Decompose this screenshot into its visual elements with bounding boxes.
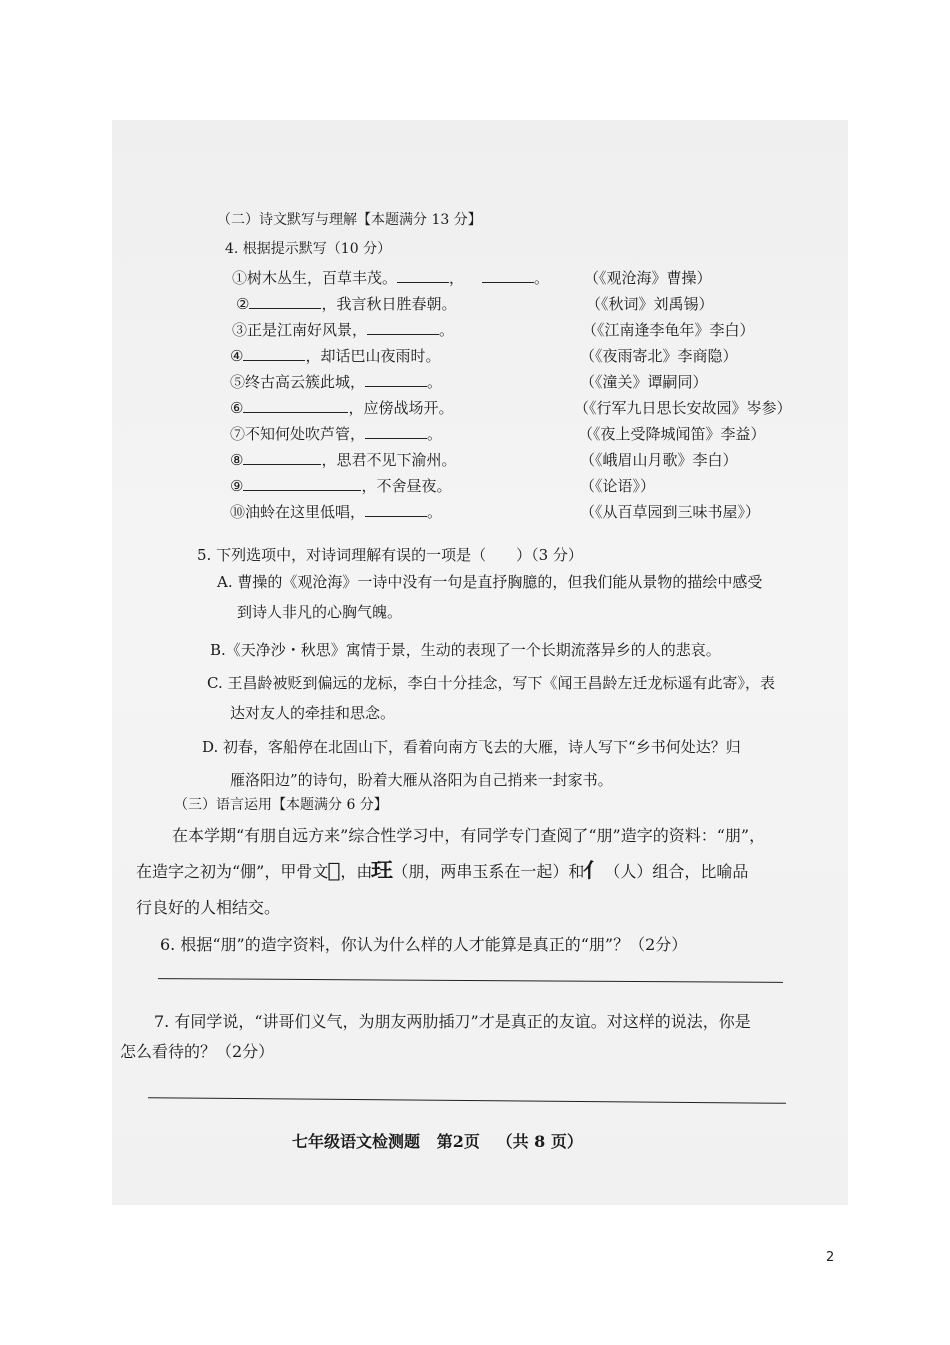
q4-item-separator: ， xyxy=(449,269,465,287)
page-footer xyxy=(292,1132,583,1152)
q4-item-number: ⑨ xyxy=(230,477,244,495)
q5-option-b: B.《天净沙・秋思》寓情于景，生动的表现了一个长期流落异乡的人的悲哀。 xyxy=(210,641,721,659)
q4-item-given-text: 正是江南好风景， xyxy=(247,321,368,339)
q4-item-given-text: 。 xyxy=(439,321,455,339)
q7-answer-line[interactable] xyxy=(148,1097,786,1104)
footer-total: （共 8 页） xyxy=(496,1132,583,1151)
q4-item xyxy=(232,320,454,340)
q4-item-number: ⑤ xyxy=(230,373,246,391)
section3-title: （三）语言运用【本题满分 6 分】 xyxy=(174,797,388,813)
q4-item xyxy=(230,424,442,444)
q4-item-number: ③ xyxy=(232,321,248,339)
q4-stem: 4. 根据提示默写（10 分） xyxy=(225,241,392,257)
q4-item-given-text: ，思君不见下渝州。 xyxy=(321,451,457,469)
q4-item-number: ⑦ xyxy=(230,425,246,443)
q4-item-given-text: 终古高云簇此城， xyxy=(245,373,366,391)
q5-stem: 5. 下列选项中，对诗词理解有误的一项是（ ）（3 分） xyxy=(197,546,583,564)
q4-fill-blank[interactable] xyxy=(482,268,534,283)
page-number: 2 xyxy=(826,1250,835,1265)
q4-item-number: ④ xyxy=(230,347,244,365)
q4-item-source: （《夜上受降城闻笛》李益） xyxy=(578,425,766,443)
q4-fill-blank[interactable] xyxy=(243,346,305,361)
q5-option-a-cont: 到诗人非凡的心胸气魄。 xyxy=(237,603,403,621)
q6-stem: 6. 根据“朋”的造字资料，你认为什么样的人才能算是真正的“朋”？（2分） xyxy=(160,935,688,954)
q5-option-c: C. 王昌龄被贬到偏远的龙标，李白十分挂念，写下《闻王昌龄左迁龙标遥有此寄》，表 xyxy=(207,674,775,692)
q4-item-source: （《观沧海》曹操） xyxy=(584,269,712,287)
q4-item-given-text: 树木丛生，百草丰茂。 xyxy=(247,269,398,287)
q4-item xyxy=(236,294,456,314)
q4-item-given-text: ，我言秋日胜春朝。 xyxy=(321,295,457,313)
q4-item xyxy=(230,476,451,496)
q4-fill-blank[interactable] xyxy=(243,398,348,413)
q4-fill-blank[interactable] xyxy=(243,450,321,465)
q4-fill-blank[interactable] xyxy=(243,476,361,491)
q4-item-given-text: ，不舍昼夜。 xyxy=(361,477,452,495)
q4-item-number: ⑩ xyxy=(230,503,246,521)
q4-item-given-text: 。 xyxy=(427,503,443,521)
q4-item-source: （《行军九日思长安故园》岑参） xyxy=(574,399,792,417)
q4-fill-blank[interactable] xyxy=(365,502,427,517)
para2-text-c: （朋，两串玉系在一起）和 xyxy=(392,862,585,881)
q4-item-source: （《论语》） xyxy=(580,477,656,495)
q4-item-number: ① xyxy=(232,269,248,287)
q4-item-given-text: 。 xyxy=(427,425,443,443)
section3-paragraph-1: 在本学期“有朋自远方来”综合性学习中，有同学专门查阅了“朋”造字的资料：“朋”， xyxy=(172,826,766,845)
q4-item-source: （《从百草园到三味书屋》） xyxy=(580,503,761,521)
footer-page: 第2页 xyxy=(436,1132,480,1151)
q4-item-number: ② xyxy=(236,295,250,313)
q4-item xyxy=(230,398,453,418)
q4-item-number: ⑥ xyxy=(230,399,244,417)
q4-item-number: ⑧ xyxy=(230,451,244,469)
q7-stem: 7. 有同学说，“讲哥们义气，为朋友两肋插刀”才是真正的友谊。对这样的说法，你是 xyxy=(154,1012,751,1031)
q4-item xyxy=(230,450,456,470)
section3-paragraph-3: 行良好的人相结交。 xyxy=(136,898,281,917)
q4-item xyxy=(232,268,549,288)
para2-text-a: 在造字之初为“倗”，甲骨文 xyxy=(136,862,329,881)
q4-item-given-text: ，应傍战场开。 xyxy=(348,399,454,417)
q4-item-source: （《峨眉山月歌》李白） xyxy=(580,451,738,469)
section2-title: （二）诗文默写与理解【本题满分 13 分】 xyxy=(217,212,482,228)
para2-text-b: ，由 xyxy=(340,862,373,881)
q4-fill-blank[interactable] xyxy=(365,424,427,439)
q4-item-source: （《秋词》刘禹锡） xyxy=(586,295,714,313)
q5-option-c-cont: 达对友人的牵挂和思念。 xyxy=(230,704,396,722)
q4-item-given-text: 不知何处吹芦管， xyxy=(245,425,366,443)
footer-exam-title: 七年级语文检测题 xyxy=(292,1132,421,1151)
q4-item-source: （《夜雨寄北》李商隐） xyxy=(580,347,738,365)
scanned-exam-page xyxy=(112,120,848,1205)
oracle-bone-peng-glyph: 𠦁 xyxy=(327,858,341,882)
q4-item-source: （《江南逢李龟年》李白） xyxy=(582,321,755,339)
q4-item-given-text: 油蛉在这里低唱， xyxy=(245,503,366,521)
q7-stem-cont: 怎么看待的？（2分） xyxy=(120,1042,275,1061)
q4-item-given-text: ，却话巴山夜雨时。 xyxy=(305,347,441,365)
q4-item xyxy=(230,502,442,522)
q5-option-d-cont: 雁洛阳边”的诗句，盼着大雁从洛阳为自己捎来一封家书。 xyxy=(230,771,613,789)
q4-item xyxy=(230,346,440,366)
q4-item-given-text: 。 xyxy=(427,373,443,391)
q4-item-given-text: 。 xyxy=(534,269,550,287)
q5-option-d: D. 初春，客船停在北固山下，看着向南方飞去的大雁，诗人写下“乡书何处达？归 xyxy=(202,738,741,756)
q4-fill-blank[interactable] xyxy=(249,294,321,309)
jade-strings-glyph: 玨 xyxy=(371,858,394,882)
q4-fill-blank[interactable] xyxy=(367,320,439,335)
q5-option-a: A. 曹操的《观沧海》一诗中没有一句是直抒胸臆的，但我们能从景物的描绘中感受 xyxy=(217,573,763,591)
para2-text-d: （人）组合，比喻品 xyxy=(604,862,749,881)
q4-item xyxy=(230,372,442,392)
section3-paragraph-2 xyxy=(136,860,748,882)
q4-item-source: （《潼关》谭嗣同） xyxy=(580,373,708,391)
q4-fill-blank[interactable] xyxy=(365,372,427,387)
q4-fill-blank[interactable] xyxy=(397,268,449,283)
person-glyph: 亻 xyxy=(583,858,606,882)
q6-answer-line[interactable] xyxy=(158,978,783,983)
